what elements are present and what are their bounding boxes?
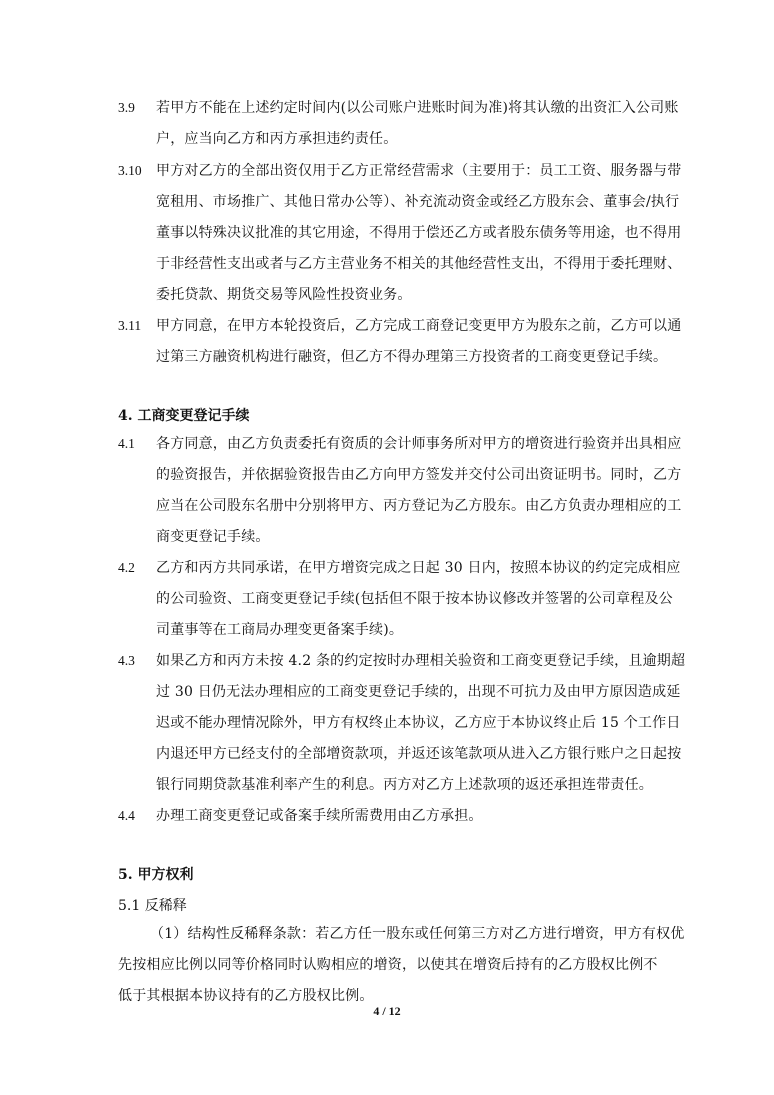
clause-number: 3.11 xyxy=(118,318,142,333)
clause-line: 各方同意，由乙方负责委托有资质的会计师事务所对甲方的增资进行验资并出具相应 xyxy=(156,436,682,452)
section-heading-5: 5. 甲方权利 xyxy=(118,867,194,883)
clause-number: 3.10 xyxy=(118,163,142,178)
clause-number: 4.4 xyxy=(118,808,135,823)
clause-line: 过 30 日仍无法办理相应的工商变更登记手续的，出现不可抗力及由甲方原因造成延 xyxy=(156,684,681,700)
clause-number: 4.3 xyxy=(118,653,135,668)
clause-number: 4.1 xyxy=(118,436,135,451)
clause-line: 的公司验资、工商变更登记手续(包括但不限于按本协议修改并签署的公司章程及公 xyxy=(156,591,673,607)
clause-line: 若甲方不能在上述约定时间内(以公司账户进账时间为准)将其认缴的出资汇入公司账 xyxy=(156,100,679,116)
clause-line: 如果乙方和丙方未按 4.2 条的约定按时办理相关验资和工商变更登记手续，且逾期超 xyxy=(156,653,686,669)
clause-line: 司董事等在工商局办理变更备案手续)。 xyxy=(156,622,404,638)
clause-line: 户，应当向乙方和丙方承担违约责任。 xyxy=(156,131,398,147)
clause-line: 应当在公司股东名册中分别将甲方、丙方登记为乙方股东。由乙方负责办理相应的工 xyxy=(156,498,682,514)
clause-line: 过第三方融资机构进行融资，但乙方不得办理第三方投资者的工商变更登记手续。 xyxy=(156,349,668,365)
clause-number: 4.2 xyxy=(118,560,135,575)
clause-line: 委托贷款、期货交易等风险性投资业务。 xyxy=(156,287,412,303)
clause-line: 银行同期贷款基准利率产生的利息。丙方对乙方上述款项的返还承担连带责任。 xyxy=(156,777,653,793)
clause-number: 3.9 xyxy=(118,100,135,115)
clause-line: 董事以特殊决议批准的其它用途，不得用于偿还乙方或者股东债务等用途，也不得用 xyxy=(156,225,682,241)
clause-line: 乙方和丙方共同承诺，在甲方增资完成之日起 30 日内，按照本协议的约定完成相应 xyxy=(156,560,681,576)
section-heading-4: 4. 工商变更登记手续 xyxy=(118,408,250,424)
clause-line: 办理工商变更登记或备案手续所需费用由乙方承担。 xyxy=(156,808,483,824)
subsection-heading-5-1: 5.1 反稀释 xyxy=(118,898,187,914)
clause-line: 内退还甲方已经支付的全部增资款项，并返还该笔款项从进入乙方银行账户之日起按 xyxy=(156,746,682,762)
page-number: 4 / 12 xyxy=(373,1004,401,1018)
paragraph-line: 先按相应比例以同等价格同时认购相应的增资，以使其在增资后持有的乙方股权比例不 xyxy=(118,957,658,973)
paragraph-line: 低于其根据本协议持有的乙方股权比例。 xyxy=(118,988,374,1004)
clause-line: 甲方对乙方的全部出资仅用于乙方正常经营需求（主要用于：员工工资、服务器与带 xyxy=(156,163,682,179)
clause-line: 于非经营性支出或者与乙方主营业务不相关的其他经营性支出，不得用于委托理财、 xyxy=(156,256,682,272)
clause-line: 的验资报告，并依据验资报告由乙方向甲方签发并交付公司出资证明书。同时，乙方 xyxy=(156,467,682,483)
clause-line: 迟或不能办理情况除外，甲方有权终止本协议，乙方应于本协议终止后 15 个工作日 xyxy=(156,715,681,731)
clause-line: 商变更登记手续。 xyxy=(156,529,270,545)
clause-line: 甲方同意，在甲方本轮投资后，乙方完成工商登记变更甲方为股东之前，乙方可以通 xyxy=(156,318,682,334)
paragraph-line: （1）结构性反稀释条款：若乙方任一股东或任何第三方对乙方进行增资，甲方有权优 xyxy=(150,926,685,942)
clause-line: 宽租用、市场推广、其他日常办公等）、补充流动资金或经乙方股东会、董事会/执行 xyxy=(156,194,680,210)
